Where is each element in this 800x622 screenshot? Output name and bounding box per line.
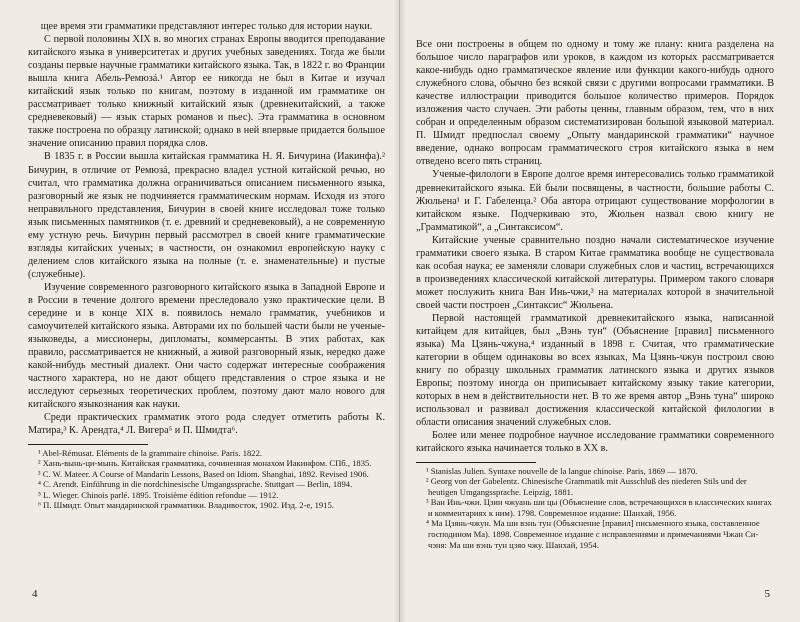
- right-page: [400, 0, 800, 622]
- footnote: ³ Ван Инь-чжи. Цзин чжуань ши цы (Объяснение слов, встречающихся в классических книгах и комментариях к ним). 1798. Современное издание: Шанхай, 1956.: [426, 497, 772, 518]
- paragraph: щее время эти грамматики представляют интерес только для истории науки.: [40, 21, 373, 32]
- paragraph: Китайские ученые сравнительно поздно начали систематическое изучение грамматики своего языка. В старом Китае грамматика вообще не существовала как особая наука; ее заменяли словари служебных слов и частиц, встречающихся в произведениях классической китайской литературы. Примером такого словаря может послужить книга Ван Инь-чжи,³ на материалах которой в значительной своей части построен „Синтаксис“ Жюльена.: [416, 234, 774, 311]
- right-footnotes: [416, 466, 774, 551]
- footnote: ¹ Stanislas Julien. Syntaxe nouvelle de la langue chinoise. Paris, 1869 — 1870.: [426, 465, 698, 476]
- right-body-text: [416, 38, 774, 456]
- footnote: ⁴ C. Arendt. Einführung in die nordchinesische Umgangssprache. Stuttgart — Berlin, 1894.: [38, 479, 353, 490]
- paragraph: Среди практических грамматик этого рода следует отметить работы К. Матира,³ К. Арендта,⁴ Л. Вигера⁵ и П. Шмидта⁶.: [28, 412, 385, 437]
- footnote-rule: [28, 444, 148, 445]
- paragraph: С первой половины XIX в. во многих странах Европы вводится преподавание китайского языка в университетах и других учебных заведениях. Тогда же были созданы первые научные грамматики китайского языка. Так, в 1822 г. во Франции вышла книга Абель-Ремюзá.¹ Автор ее никогда не был в Китае и изучал китайский язык только по книгам, поэтому в изданной им грамматике он рассматривает только книжный китайский язык (древнекитайский, а также средневековый) — язык старых романов и пьес). Эта грамматика в основном также построена по образцу латинской; однако в ней впервые придается большое значение описанию правил порядка слов.: [28, 34, 385, 150]
- paragraph: Изучение современного разговорного китайского языка в Западной Европе и в России в течение долгого времени преследовало узко практические цели. В середине и в конце XIX в. появилось немало грамматик, учебников и самоучителей китайского языка. Авторами их по большей части были не ученые-языковеды, а миссионеры, дипломаты, коммерсанты. В этих работах, как правило, рассматривается не книжный, а живой разговорный язык, нередко даже какой-нибудь местный диалект. Они часто содержат интересные соображения частного характера, но не дают общего представления о строе языка и не исследуют серьезных теоретических проблем, поэтому дают мало нового для китайского языкознания как науки.: [28, 281, 385, 411]
- left-footnotes: [28, 448, 385, 512]
- paragraph: Все они построены в общем по одному и тому же плану: книга разделена на большое число параграфов или уроков, в каждом из которых рассматривается какое-нибудь одно грамматическое явление или функции какого-нибудь одного служебного слова, обычно без всякой связи с другими вопросами грамматики. В качестве иллюстрации приводится большое количество примеров. Порядок изложения часто случаен. Эти работы ценны, главным образом, тем, что в них собран и определенным образом систематизирован большой языковой материал. П. Шмидт предпослал своему „Опыту мандаринской грамматики“ научное введение, однако вопросам грамматического строя китайского языка в нем отведено всего пять страниц.: [416, 39, 774, 168]
- footnote: ⁶ П. Шмидт. Опыт мандаринской грамматики. Владивосток, 1902. Изд. 2-е, 1915.: [38, 500, 334, 511]
- paragraph: Первой настоящей грамматикой древнекитайского языка, написанной китайцем для китайцев, был „Вэнь тун“ (Объяснение [правил] письменного языка) Ма Цзянь-чжуна,⁴ изданный в 1898 г. Считая, что грамматические категории в общем одинаковы во всех языках, Ма Цзянь-чжун построил свою книгу по образцу школьных грамматик латинского языка и других языков Европы; поэтому иногда он приписывает китайскому языку такие категории, которых в нем в действительности нет. В то же время автор „Вэнь туна“ широко использовал и развивал достижения классической китайской филологии в области описания значений служебных слов.: [416, 312, 774, 429]
- paragraph: В 1835 г. в России вышла китайская грамматика Н. Я. Бичурина (Иакинфа).² Бичурин, в отличие от Ремюзá, прекрасно владел устной китайской речью, но считал, что грамматика должна ограничиваться описанием письменного языка, разговорный же язык не подчиняется грамматическим нормам. Исходя из этого неправильного представления, Бичурин в своей книге исследовал тоже только язык письменных памятников (т. е. древний и средневековый), а не современную ему устную речь. Бичурин первый рассмотрел в своей книге грамматические взгляды китайских ученых; в частности, он ознакомил европейскую науку с делением слов китайского языка на полные (т. е. знаменательные) и пустые (служебные).: [28, 151, 385, 280]
- paragraph: Ученые-филологи в Европе долгое время интересовались только грамматикой древнекитайского языка. Ей были посвящены, в частности, большие работы С. Жюльена¹ и Г. Габеленца.² Оба автора отрицают существование морфологии в китайском языке. Подчеркиваю это, Жюльен назвал свою книгу не „Грамматикой“, а „Синтаксисом“.: [416, 169, 774, 233]
- footnote: ² Хань-вынь-ци-мынь. Китайская грамматика, сочиненная монахом Иакинфом. СПб., 1835.: [38, 458, 372, 469]
- left-body-text: [28, 20, 385, 438]
- page-number: 5: [764, 588, 770, 600]
- footnote: ² Georg von der Gabelentz. Chinesische Grammatik mit Ausschluß des niederen Stils und der heutigen Umgangssprache. Leipzig, 1881.: [426, 476, 747, 497]
- paragraph: Более или менее подробное научное исследование грамматики современного китайского языка начинается только в XX в.: [416, 430, 774, 455]
- footnote: ⁵ L. Wieger. Chinois parlé. 1895. Troisième édition refondue — 1912.: [38, 489, 279, 500]
- footnote: ⁴ Ма Цзянь-чжун. Ма ши вэнь тун (Объяснение [правил] письменного языка, составленное господином Ма). 1898. Современное издание с исправлениями и примечаниями Чжан Си-чэня: Ма ши вэнь тун цзяо чжу. Шанхай, 1954.: [426, 518, 760, 550]
- footnote: ³ C. W. Mateer. A Course of Mandarin Lessons, Based on Idiom. Shanghai, 1892. Revised 1906.: [38, 468, 369, 479]
- page-number: 4: [32, 588, 38, 600]
- footnote-rule: [416, 462, 536, 463]
- footnote: ¹ Abel-Rémusat. Eléments de la grammaire chinoise. Paris. 1822.: [38, 447, 263, 458]
